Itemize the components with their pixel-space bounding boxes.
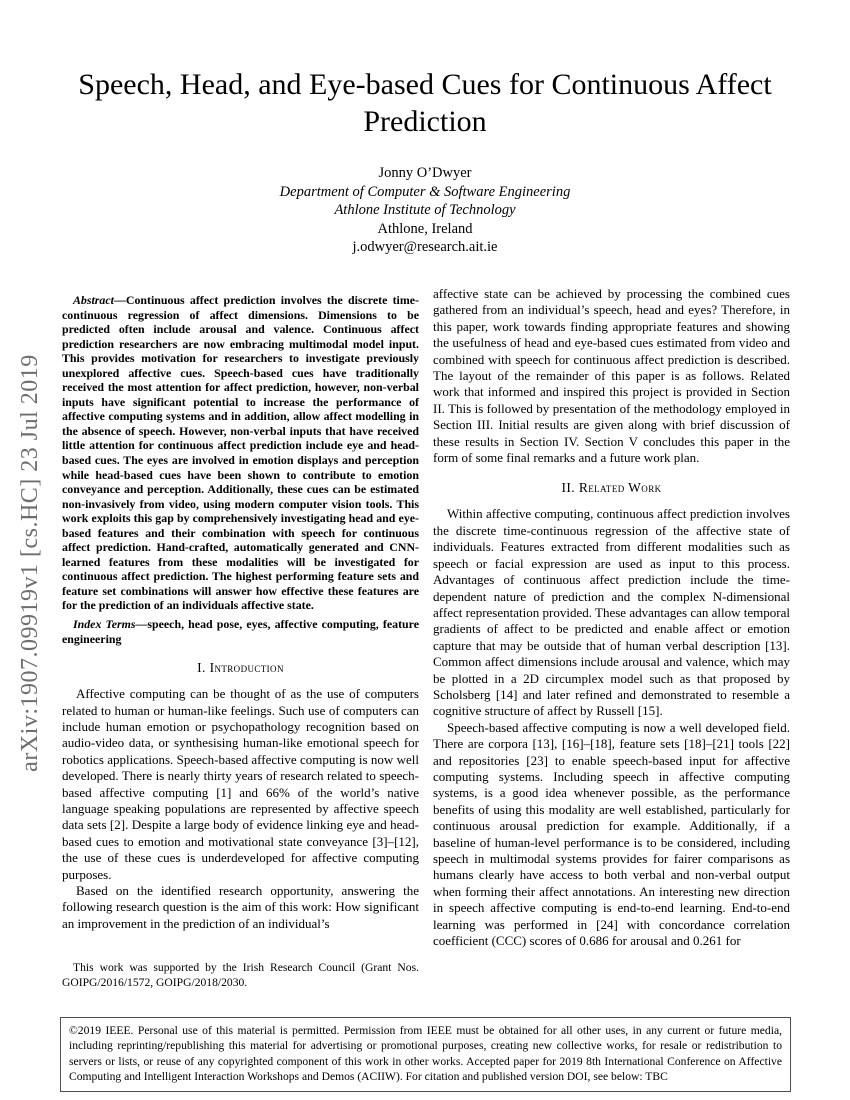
paper-title: Speech, Head, and Eye-based Cues for Continuous Affect Prediction [78,68,772,138]
author-location: Athlone, Ireland [377,220,473,237]
index-terms-paragraph [62,617,419,646]
right-column [433,286,790,949]
abstract-label: Abstract— [73,293,126,307]
author-block [0,164,850,257]
author-name: Jonny O’Dwyer [378,165,472,181]
related-work-paragraph-2: Speech-based affective computing is now a well developed field. There are corpora [13], [16]–[18], feature sets [18]–[21] tools [22] and repositories [23] to enable speech-based input for affective computing systems. Including speech in affective computing systems, is a good idea whenever possible, as the performance benefits of using this modality are well established, particularly for continuous arousal prediction for example. Additionally, if a baseline of human-level performance is to be considered, including speech in multimodal systems provides for fairer comparisons as humans clearly have access to both verbal and non-verbal output when forming their affect annotations. An interesting new direction in speech affective computing is end-to-end learning. End-to-end learning was performed in [24] with concordance correlation coefficient (CCC) scores of 0.686 for arousal and 0.261 for [433,719,790,949]
left-column [62,293,419,932]
abstract-paragraph [62,293,419,613]
funding-footnote: This work was supported by the Irish Research Council (Grant Nos. GOIPG/2016/1572, GOIPG/2018/2030. [62,961,419,989]
author-email: j.odwyer@research.ait.ie [352,239,498,256]
index-terms-label: Index Terms— [73,617,148,632]
ieee-copyright-notice: ©2019 IEEE. Personal use of this material is permitted. Permission from IEEE must be obtained for all other uses, in any current or future media, including reprinting/republishing this material for advertising or promotional purposes, creating new collective works, for resale or redistribution to servers or lists, or reuse of any copyrighted component of this work in other works. Accepted paper for 2019 8th International Conference on Affective Computing and Intelligent Interaction Workshops and Demos (ACIIW). For citation and published version DOI, see below: TBC [60,1017,791,1092]
abstract-text: Continuous affect prediction involves the discrete time-continuous regression of affect dimensions. Dimensions to be predicted often include arousal and valence. Continuous affect prediction researchers are now embracing multimodal model input. This provides motivation for researchers to investigate previously unexplored affective cues. Speech-based cues have traditionally received the most attention for affect prediction, however, non-verbal inputs have significant potential to increase the performance of affective computing systems and in addition, allow affect modelling in the absence of speech. However, non-verbal inputs that have received little attention for continuous affect prediction include eye and head-based cues. The eyes are involved in emotion displays and perception while head-based cues have been shown to contribute to emotion conveyance and perception. Additionally, these cues can be estimated non-invasively from video, using modern computer vision tools. This work exploits this gap by comprehensively investigating head and eye-based features and their combination with speech for continuous affect prediction. Hand-crafted, automatically generated and CNN-learned features from these modalities will be investigated for continuous affect prediction. The highest performing feature sets and feature set combinations will answer how effective these features are for the prediction of an individuals affective state. [62,293,419,613]
introduction-paragraph-2: Based on the identified research opportunity, answering the following research question is the aim of this work: How significant an improvement in the prediction of an individual’s [62,883,419,931]
related-work-paragraph-1: Within affective computing, continuous affect prediction involves the discrete time-continuous regression of the affective state of individuals. Features extracted from different modalities such as speech or facial expression are used as input to this process. Advantages of continuous affect prediction include the time-dependent nature of prediction and the complex N-dimensional affect representation provided. These advantages can allow temporal gradients of affect to be predicted and enable affect or emotion capture that may be outside that of human verbal description [13]. Common affect dimensions include arousal and valence, which may be plotted in a 2D circumplex model such as that proposed by Scholsberg [14] and later refined and demonstrated to resemble a cognitive structure of affect by Russell [15]. [433,506,790,719]
author-department: Department of Computer & Software Engineering [279,183,571,200]
arxiv-identifier-watermark: arXiv:1907.09919v1 [cs.HC] 23 Jul 2019 [17,354,43,772]
section-heading-related-work: II. Related Work [561,480,662,496]
introduction-paragraph-2-continued: affective state can be achieved by processing the combined cues gathered from an individual’s speech, head and eyes? Therefore, in this paper, work towards finding appropriate features and showing the usefulness of head and eye-based cues estimated from video and combined with speech for continuous affect prediction is described. The layout of the remainder of this paper is as follows. Related work that informed and inspired this project is provided in Section II. This is followed by presentation of the methodology employed in Section III. Initial results are given along with brief discussion of these results in Section IV. Section V concludes this paper in the form of some final remarks and a future work plan. [433,286,790,466]
introduction-paragraph-1: Affective computing can be thought of as the use of computers related to human or human-like feelings. Such use of computers can include human emotion or psychopathology recognition based on audio-video data, or synthesising human-like emotional speech for robotics applications. Speech-based affective computing is now well developed. There is nearly thirty years of research related to speech-based affective computing [1] and 66% of the world’s native language speaking populations are represented by affective speech data sets [2]. Despite a large body of evidence linking eye and head-based cues to emotion and motivational state conveyance [3]–[12], the use of these cues is underdeveloped for affective computing purposes. [62,686,419,882]
author-institution: Athlone Institute of Technology [334,202,516,219]
section-heading-introduction: I. Introduction [197,660,284,676]
index-terms-text: speech, head pose, eyes, affective computing, feature engineering [62,617,419,646]
